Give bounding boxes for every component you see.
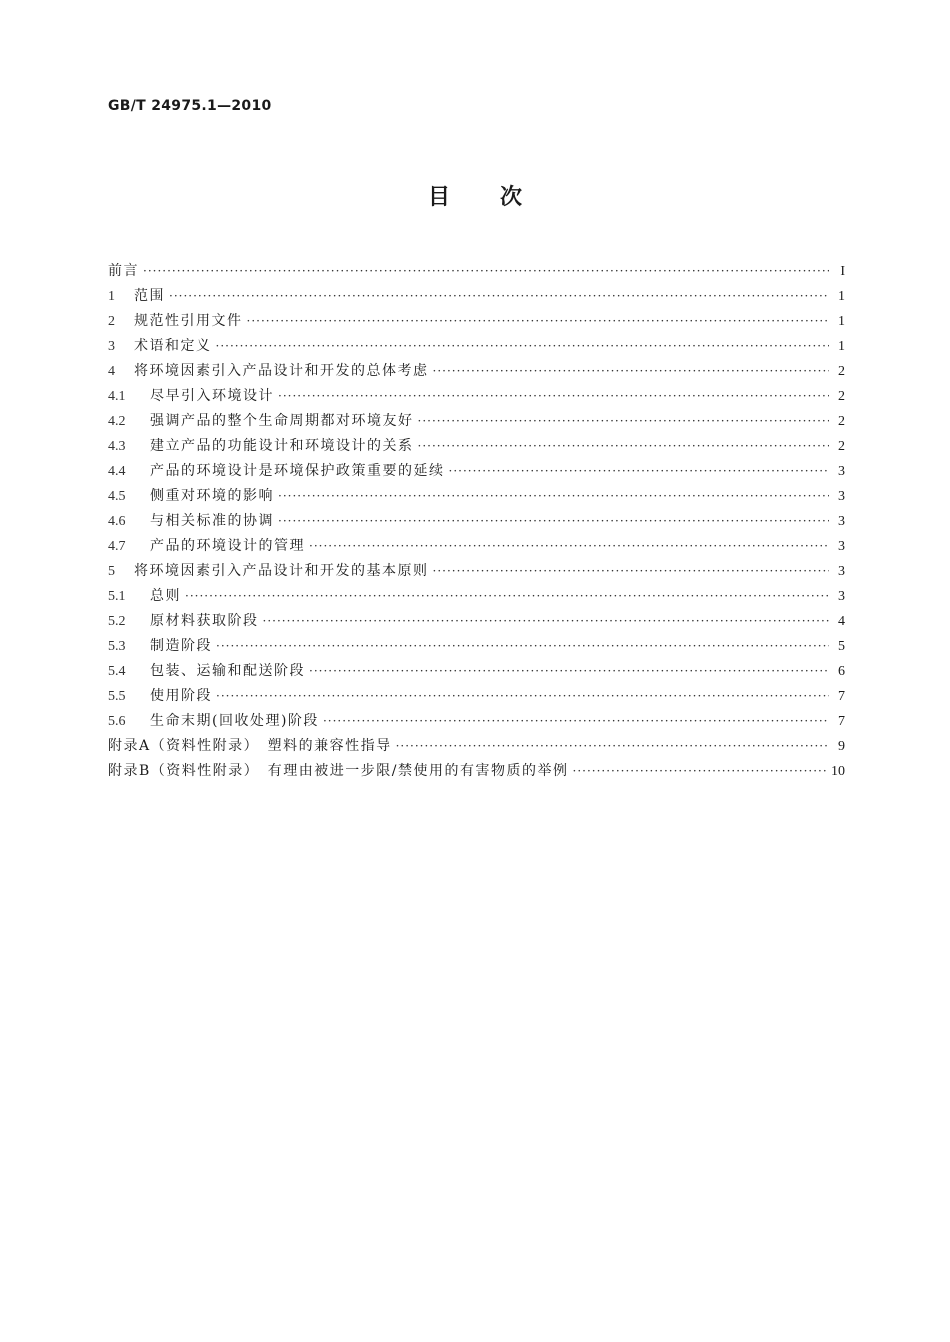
- toc-leader-dots: [216, 334, 830, 359]
- toc-entry-title: 包装、运输和配送阶段: [150, 663, 305, 679]
- toc-entry-title: 建立产品的功能设计和环境设计的关系: [150, 438, 414, 454]
- toc-entry-title: 附录B（资料性附录） 有理由被进一步限/禁使用的有害物质的举例: [108, 763, 569, 779]
- toc-entry-title: 范围: [134, 288, 165, 304]
- toc-entry-page: 2: [838, 439, 845, 454]
- toc-leader-dots: [143, 259, 829, 284]
- toc-entry-number: 4.7: [108, 539, 126, 554]
- toc-leader-dots: [278, 384, 829, 409]
- toc-entry-number: 4.3: [108, 439, 126, 454]
- page-title: 目次: [427, 185, 572, 210]
- toc-entry-title: 将环境因素引入产品设计和开发的总体考虑: [134, 363, 429, 379]
- toc-entry-title: 生命末期(回收处理)阶段: [150, 713, 319, 729]
- toc-leader-dots: [309, 534, 829, 559]
- toc-entry-title: 附录A（资料性附录） 塑料的兼容性指导: [108, 738, 392, 754]
- toc-entry[interactable]: [108, 459, 845, 484]
- toc-entry-title: 尽早引入环境设计: [150, 388, 274, 404]
- toc-leader-dots: [216, 684, 829, 709]
- toc-entry-number: 5.1: [108, 589, 126, 604]
- toc-entry[interactable]: [108, 284, 845, 309]
- toc-leader-dots: [263, 609, 830, 634]
- toc-entry-number: 4.2: [108, 414, 126, 429]
- toc-entry-number: 4.6: [108, 514, 126, 529]
- toc-entry-title: 产品的环境设计是环境保护政策重要的延续: [150, 463, 445, 479]
- toc-entry-page: 3: [838, 464, 845, 479]
- toc-entry-page: 2: [838, 364, 845, 379]
- toc-entry[interactable]: [108, 484, 845, 509]
- toc-entry-page: 3: [838, 564, 845, 579]
- toc-entry-title: 与相关标准的协调: [150, 513, 274, 529]
- toc-entry-appendix-b[interactable]: [108, 759, 845, 784]
- toc-entry-page: 10: [831, 764, 845, 779]
- toc-entry-page: 4: [838, 614, 845, 629]
- toc-entry-number: 5.3: [108, 639, 126, 654]
- toc-leader-dots: [418, 434, 830, 459]
- toc-entry-title: 制造阶段: [150, 638, 212, 654]
- toc-entry-title: 侧重对环境的影响: [150, 488, 274, 504]
- toc-entry-number: 4: [108, 364, 115, 379]
- standard-code: GB/T 24975.1—2010: [108, 98, 272, 114]
- toc-entry-title: 术语和定义: [134, 338, 212, 354]
- toc-leader-dots: [309, 659, 829, 684]
- toc-leader-dots: [573, 759, 827, 784]
- toc-entry[interactable]: [108, 334, 845, 359]
- toc-entry-number: 5.2: [108, 614, 126, 629]
- toc-entry-page: 3: [838, 489, 845, 504]
- toc-leader-dots: [247, 309, 830, 334]
- toc-entry-title: 强调产品的整个生命周期都对环境友好: [150, 413, 414, 429]
- toc-entry-number: 5.4: [108, 664, 126, 679]
- toc-entry[interactable]: [108, 309, 845, 334]
- toc-entry-page: 7: [838, 689, 845, 704]
- toc-leader-dots: [216, 634, 829, 659]
- toc-entry-page: 6: [838, 664, 845, 679]
- toc-entry-page: 3: [838, 589, 845, 604]
- table-of-contents: [108, 259, 845, 784]
- toc-entry-number: 3: [108, 339, 115, 354]
- toc-entry-page: 7: [838, 714, 845, 729]
- toc-entry[interactable]: [108, 659, 845, 684]
- toc-entry-title: 原材料获取阶段: [150, 613, 259, 629]
- toc-entry-title: 总则: [150, 588, 181, 604]
- toc-entry-page: 9: [838, 739, 845, 754]
- toc-entry-number: 2: [108, 314, 115, 329]
- toc-leader-dots: [169, 284, 829, 309]
- toc-entry[interactable]: [108, 384, 845, 409]
- toc-leader-dots: [185, 584, 829, 609]
- toc-entry-page: 3: [838, 514, 845, 529]
- toc-leader-dots: [433, 559, 830, 584]
- toc-entry-number: 5: [108, 564, 115, 579]
- toc-entry-page: 3: [838, 539, 845, 554]
- toc-entry[interactable]: [108, 634, 845, 659]
- toc-entry-number: 5.5: [108, 689, 126, 704]
- toc-entry-appendix-a[interactable]: [108, 734, 845, 759]
- toc-leader-dots: [278, 484, 829, 509]
- toc-entry-title: 规范性引用文件: [134, 313, 243, 329]
- toc-entry-title: 使用阶段: [150, 688, 212, 704]
- toc-entry-page: 1: [838, 289, 845, 304]
- toc-leader-dots: [323, 709, 829, 734]
- toc-entry[interactable]: [108, 534, 845, 559]
- toc-entry-number: 4.5: [108, 489, 126, 504]
- toc-leader-dots: [278, 509, 829, 534]
- toc-leader-dots: [433, 359, 830, 384]
- toc-entry[interactable]: [108, 609, 845, 634]
- toc-leader-dots: [396, 734, 829, 759]
- toc-entry-title: 产品的环境设计的管理: [150, 538, 305, 554]
- toc-entry[interactable]: [108, 584, 845, 609]
- toc-entry-page: 2: [838, 389, 845, 404]
- toc-leader-dots: [418, 409, 830, 434]
- toc-entry[interactable]: [108, 559, 845, 584]
- toc-leader-dots: [449, 459, 830, 484]
- toc-entry-title: 将环境因素引入产品设计和开发的基本原则: [134, 563, 429, 579]
- toc-entry-number: 5.6: [108, 714, 126, 729]
- toc-entry-title: 前言: [108, 263, 139, 279]
- toc-entry-number: 4.4: [108, 464, 126, 479]
- toc-entry-page: 1: [838, 339, 845, 354]
- toc-entry[interactable]: [108, 409, 845, 434]
- toc-entry-page: 1: [838, 314, 845, 329]
- toc-entry-page: 2: [838, 414, 845, 429]
- toc-entry[interactable]: [108, 359, 845, 384]
- toc-entry-page: 5: [838, 639, 845, 654]
- toc-entry-preface[interactable]: [108, 259, 845, 284]
- toc-entry-number: 1: [108, 289, 115, 304]
- toc-entry-number: 4.1: [108, 389, 126, 404]
- toc-entry[interactable]: [108, 709, 845, 734]
- toc-entry[interactable]: [108, 509, 845, 534]
- toc-entry[interactable]: [108, 434, 845, 459]
- toc-entry[interactable]: [108, 684, 845, 709]
- toc-entry-page: I: [840, 264, 845, 279]
